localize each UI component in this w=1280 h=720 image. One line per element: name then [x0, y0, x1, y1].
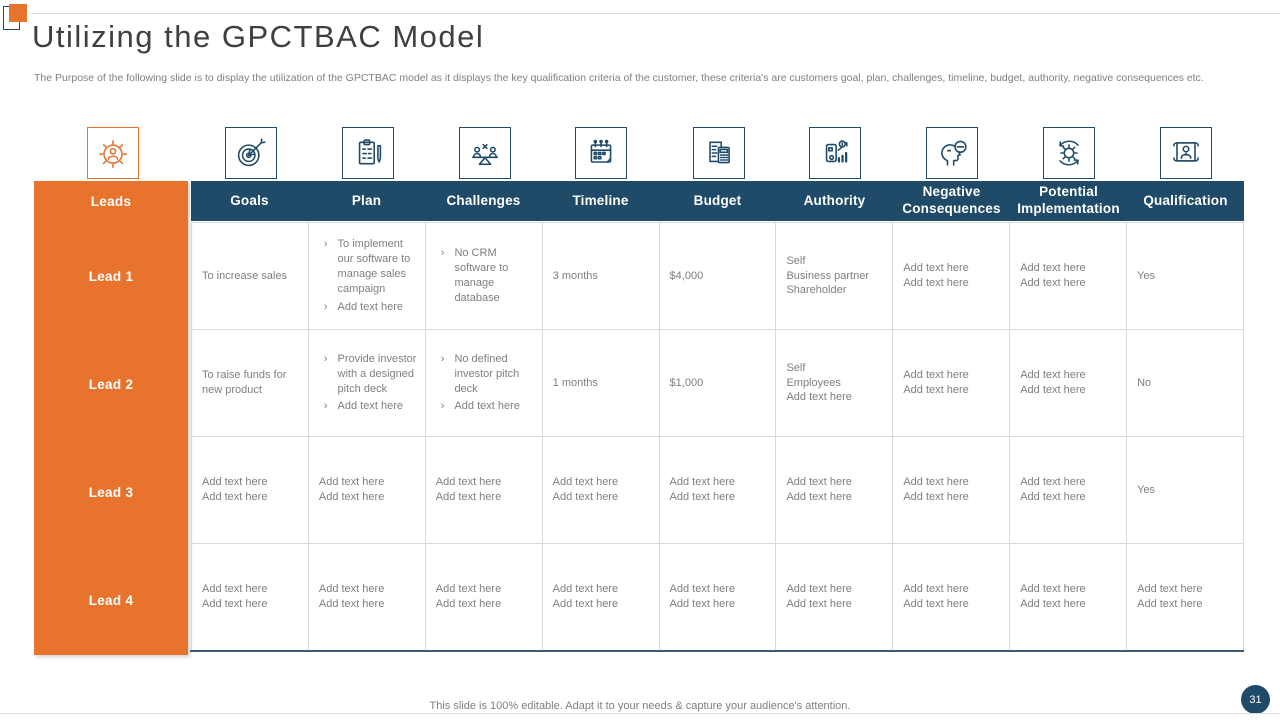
cell-line: Add text here [903, 277, 969, 289]
cell-line: Business partner [786, 269, 869, 282]
lead-row-label: Lead 2 [88, 376, 134, 392]
cell-line: Add text here [202, 476, 268, 489]
table-cell [192, 544, 309, 651]
seesaw-people-icon [459, 127, 511, 179]
column-header: Challenges [446, 192, 521, 208]
table-cell [309, 330, 426, 437]
cell-line: Self [786, 254, 806, 267]
slide-title: Utilizing the GPCTBAC Model [32, 19, 485, 54]
cell-line: Add text here [1020, 262, 1086, 275]
table-cell [426, 544, 543, 651]
table-cell [1127, 223, 1244, 330]
table-cell [543, 330, 660, 437]
lead-row-label: Lead 1 [88, 268, 134, 284]
column-header: Goals [230, 192, 269, 208]
column-header: Authority [803, 192, 866, 208]
table-cell [660, 223, 777, 330]
column-header: Negative Consequences [902, 184, 1001, 216]
cell-line: Add text here [202, 598, 268, 610]
column-header: Budget [693, 192, 742, 208]
table-cell [192, 223, 309, 330]
cell-line: Add text here [552, 598, 619, 610]
table-cell [309, 223, 426, 330]
bullet-marker: › [323, 300, 328, 313]
table-cell [776, 544, 893, 651]
bullet-item [436, 246, 537, 305]
top-divider [30, 13, 1280, 14]
cell-line: Add text here [1020, 476, 1086, 489]
cell-line: Add text here [1137, 583, 1203, 596]
bullet-text: Add text here [337, 400, 403, 413]
table-cell [309, 544, 426, 651]
table-cell [776, 330, 893, 437]
table-cell [543, 223, 660, 330]
cell-line: Add text here [1020, 277, 1086, 289]
table-cell [543, 437, 660, 544]
table-cell [1127, 544, 1244, 651]
cell-line: To raise funds for new product [202, 369, 287, 396]
table-cell [660, 437, 777, 544]
bullet-marker: › [323, 400, 328, 413]
cell-line: Add text here [552, 583, 619, 596]
table-cell [776, 437, 893, 544]
gear-user-icon [87, 127, 139, 179]
column-headers [191, 181, 1244, 221]
table-cell [192, 330, 309, 437]
table-cell [893, 330, 1010, 437]
bullet-text: Add text here [337, 300, 403, 313]
cell-line: Yes [1137, 483, 1156, 496]
target-arrow-icon [225, 127, 277, 179]
clipboard-plan-icon [342, 127, 394, 179]
cell-line: Add text here [318, 476, 385, 489]
cell-line: Add text here [318, 583, 385, 596]
cell-line: To increase sales [202, 269, 287, 282]
column-header: Qualification [1143, 192, 1228, 208]
table-cell [426, 330, 543, 437]
cell-line: Add text here [435, 491, 502, 503]
bullet-text: To implement our software to manage sales campaign [337, 238, 411, 295]
cell-line: $1,000 [669, 376, 704, 389]
bullet-text: No CRM software to manage database [454, 247, 509, 304]
cell-line: 1 months [552, 376, 598, 389]
cell-line: Add text here [669, 491, 735, 503]
calculator-document-icon [693, 127, 745, 179]
column-header: Plan [351, 192, 382, 208]
cell-line: Add text here [903, 598, 969, 610]
table-cell [893, 223, 1010, 330]
table-cell [1127, 437, 1244, 544]
column-header: Potential Implementation [1017, 184, 1120, 216]
bullet-marker: › [323, 238, 328, 251]
table-cell [893, 544, 1010, 651]
cell-line: Add text here [552, 476, 619, 489]
cell-line: Add text here [552, 491, 619, 503]
table-cell [543, 544, 660, 651]
gear-cycle-icon [1043, 127, 1095, 179]
cell-line: No [1137, 376, 1152, 389]
bullet-text: Add text here [454, 400, 520, 413]
bottom-divider [0, 713, 1280, 714]
cell-line: Add text here [435, 476, 502, 489]
slide-subtitle: The Purpose of the following slide is to display the utilization of the GPCTBAC model as it displays the key qualification criteria of the customer, these criteria's are customers goal, plan, challenges, timeline, budget, authority, negative consequences etc. [34, 72, 1204, 84]
cell-line: Add text here [202, 583, 268, 596]
bullet-item [319, 237, 420, 296]
bullet-text: Provide investor with a designed pitch deck [337, 352, 417, 395]
footer-note: This slide is 100% editable. Adapt it to your needs & capture your audience's attention. [429, 700, 851, 712]
table-cell [776, 223, 893, 330]
calendar-icon [575, 127, 627, 179]
cell-line: Add text here [1020, 369, 1086, 382]
cell-line: Add text here [786, 491, 852, 503]
cell-line: Add text here [1137, 598, 1203, 610]
cell-line: Shareholder [786, 284, 847, 297]
bullet-item [436, 399, 537, 414]
cell-line: Add text here [435, 598, 502, 610]
table-cell [660, 330, 777, 437]
cell-line: Add text here [903, 384, 969, 396]
table-cell [426, 223, 543, 330]
table-cell [426, 437, 543, 544]
leads-column [34, 181, 188, 655]
table-cell [1010, 544, 1127, 651]
person-scroll-icon [1160, 127, 1212, 179]
bullet-item [436, 352, 537, 397]
table-cell [1010, 437, 1127, 544]
cell-line: Add text here [669, 598, 735, 610]
table-bottom-line [190, 650, 1244, 652]
cell-line: Add text here [903, 583, 969, 596]
page-number-badge [1241, 685, 1270, 714]
head-minus-icon [926, 127, 978, 179]
column-header: Timeline [572, 192, 629, 208]
cell-line: Add text here [669, 583, 735, 596]
bullet-marker: › [323, 352, 328, 365]
cell-line: Add text here [1020, 583, 1086, 596]
cell-line: Add text here [903, 491, 969, 503]
cell-line: Add text here [1020, 598, 1086, 610]
cell-line: Add text here [786, 598, 852, 610]
cell-line: Add text here [202, 491, 268, 503]
cell-line: Add text here [903, 476, 969, 489]
table-cell [1010, 330, 1127, 437]
bullet-marker: › [440, 247, 445, 260]
bullet-marker: › [440, 352, 445, 365]
table-cell [192, 437, 309, 544]
page-number: 31 [1249, 693, 1262, 706]
bullet-marker: › [440, 400, 445, 413]
cell-line: Yes [1137, 269, 1156, 282]
table-cell [1010, 223, 1127, 330]
cell-line: Add text here [786, 583, 852, 596]
phone-growth-icon [809, 127, 861, 179]
lead-row-label: Lead 3 [88, 485, 134, 501]
cell-line: Employees [786, 376, 841, 389]
cell-line: Add text here [1020, 491, 1086, 503]
cell-line: $4,000 [669, 269, 704, 282]
cell-line: Add text here [435, 583, 502, 596]
table-body [191, 222, 1244, 651]
bullet-item [319, 300, 420, 315]
table-cell [309, 437, 426, 544]
lead-row-label: Lead 4 [88, 593, 134, 609]
cell-line: Add text here [903, 369, 969, 382]
cell-line: Add text here [1020, 384, 1086, 396]
cell-line: Add text here [318, 491, 385, 503]
cell-line: Self [786, 361, 806, 374]
cell-line: Add text here [786, 391, 852, 404]
table-cell [1127, 330, 1244, 437]
cell-line: Add text here [669, 476, 735, 489]
bullet-text: No defined investor pitch deck [454, 352, 520, 395]
table-cell [893, 437, 1010, 544]
bullet-item [319, 352, 420, 397]
table-cell [660, 544, 777, 651]
cell-line: Add text here [318, 598, 385, 610]
decor-orange-square [9, 4, 27, 22]
leads-header: Leads [90, 194, 132, 209]
cell-line: Add text here [786, 476, 852, 489]
cell-line: 3 months [552, 269, 598, 282]
cell-line: Add text here [903, 262, 969, 275]
bullet-item [319, 399, 420, 414]
